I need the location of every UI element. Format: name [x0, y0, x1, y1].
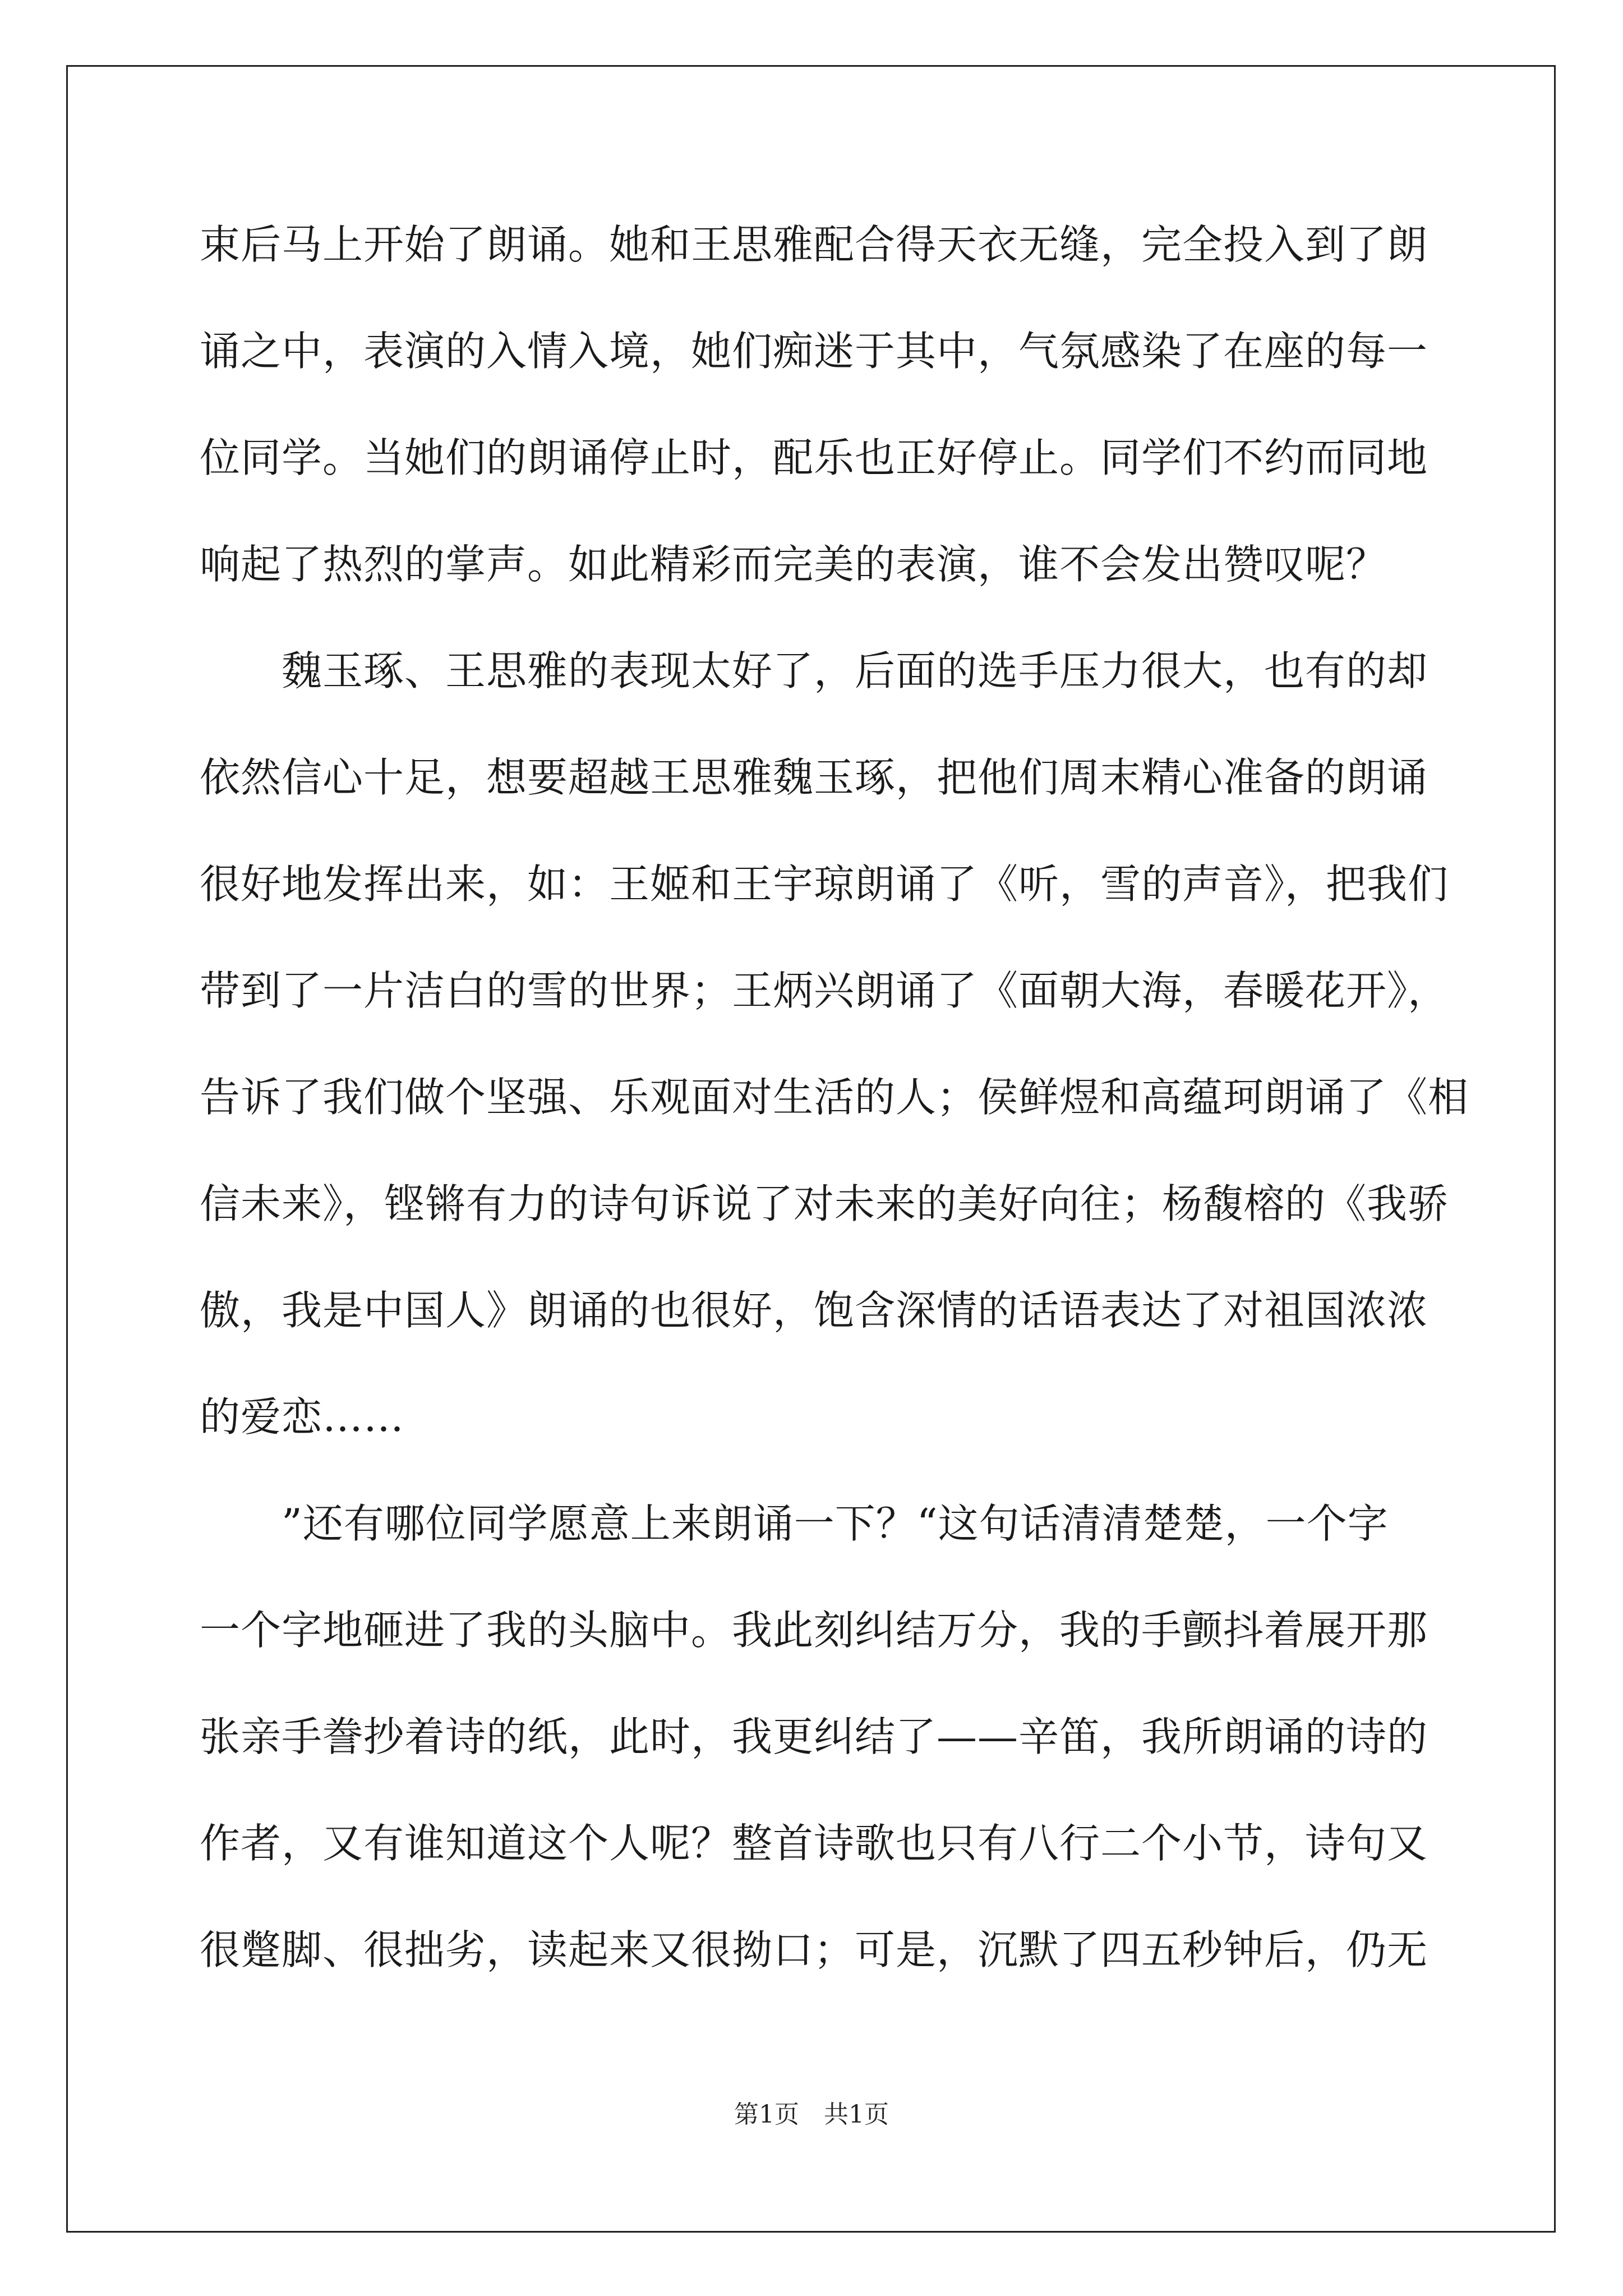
text-line: 一个字地砸进了我的头脑中。我此刻纠结万分，我的手颤抖着展开那	[200, 1607, 1428, 1654]
text-line: 作者，又有谁知道这个人呢？整首诗歌也只有八行二个小节，诗句又	[200, 1820, 1428, 1867]
text-line: 的爱恋……	[200, 1393, 405, 1441]
text-line: 傲，我是中国人》朗诵的也很好，饱含深情的话语表达了对祖国浓浓	[200, 1287, 1428, 1334]
text-line: 响起了热烈的掌声。如此精彩而完美的表演，谁不会发出赞叹呢？	[200, 541, 1387, 588]
paragraph-first-line: ”还有哪位同学愿意上来朗诵一下？“这句话清清楚楚，一个字	[282, 1500, 1389, 1547]
text-line: 依然信心十足，想要超越王思雅魏玉琢，把他们周末精心准备的朗诵	[200, 754, 1428, 801]
text-line: 束后马上开始了朗诵。她和王思雅配合得天衣无缝，完全投入到了朗	[200, 221, 1428, 268]
paragraph-first-line: 魏玉琢、王思雅的表现太好了，后面的选手压力很大，也有的却	[282, 647, 1428, 694]
text-line: 很蹩脚、很拙劣，读起来又很拗口；可是，沉默了四五秒钟后，仍无	[200, 1926, 1428, 1973]
page-number-footer: 第1页 共1页	[734, 2100, 889, 2129]
text-line: 诵之中，表演的入情入境，她们痴迷于其中，气氛感染了在座的每一	[200, 328, 1428, 375]
text-line: 带到了一片洁白的雪的世界；王炳兴朗诵了《面朝大海，春暖花开》，	[200, 967, 1449, 1014]
text-line: 信未来》，铿锵有力的诗句诉说了对未来的美好向往；杨馥榕的《我骄	[200, 1180, 1449, 1227]
text-line: 张亲手誊抄着诗的纸，此时，我更纠结了——辛笛，我所朗诵的诗的	[200, 1713, 1428, 1760]
page-border	[66, 65, 1556, 2233]
text-line: 告诉了我们做个坚强、乐观面对生活的人；侯鲜煜和高蕴珂朗诵了《相	[200, 1074, 1469, 1121]
text-line: 位同学。当她们的朗诵停止时，配乐也正好停止。同学们不约而同地	[200, 434, 1428, 481]
text-line: 很好地发挥出来，如：王姬和王宇琼朗诵了《听，雪的声音》，把我们	[200, 861, 1449, 908]
